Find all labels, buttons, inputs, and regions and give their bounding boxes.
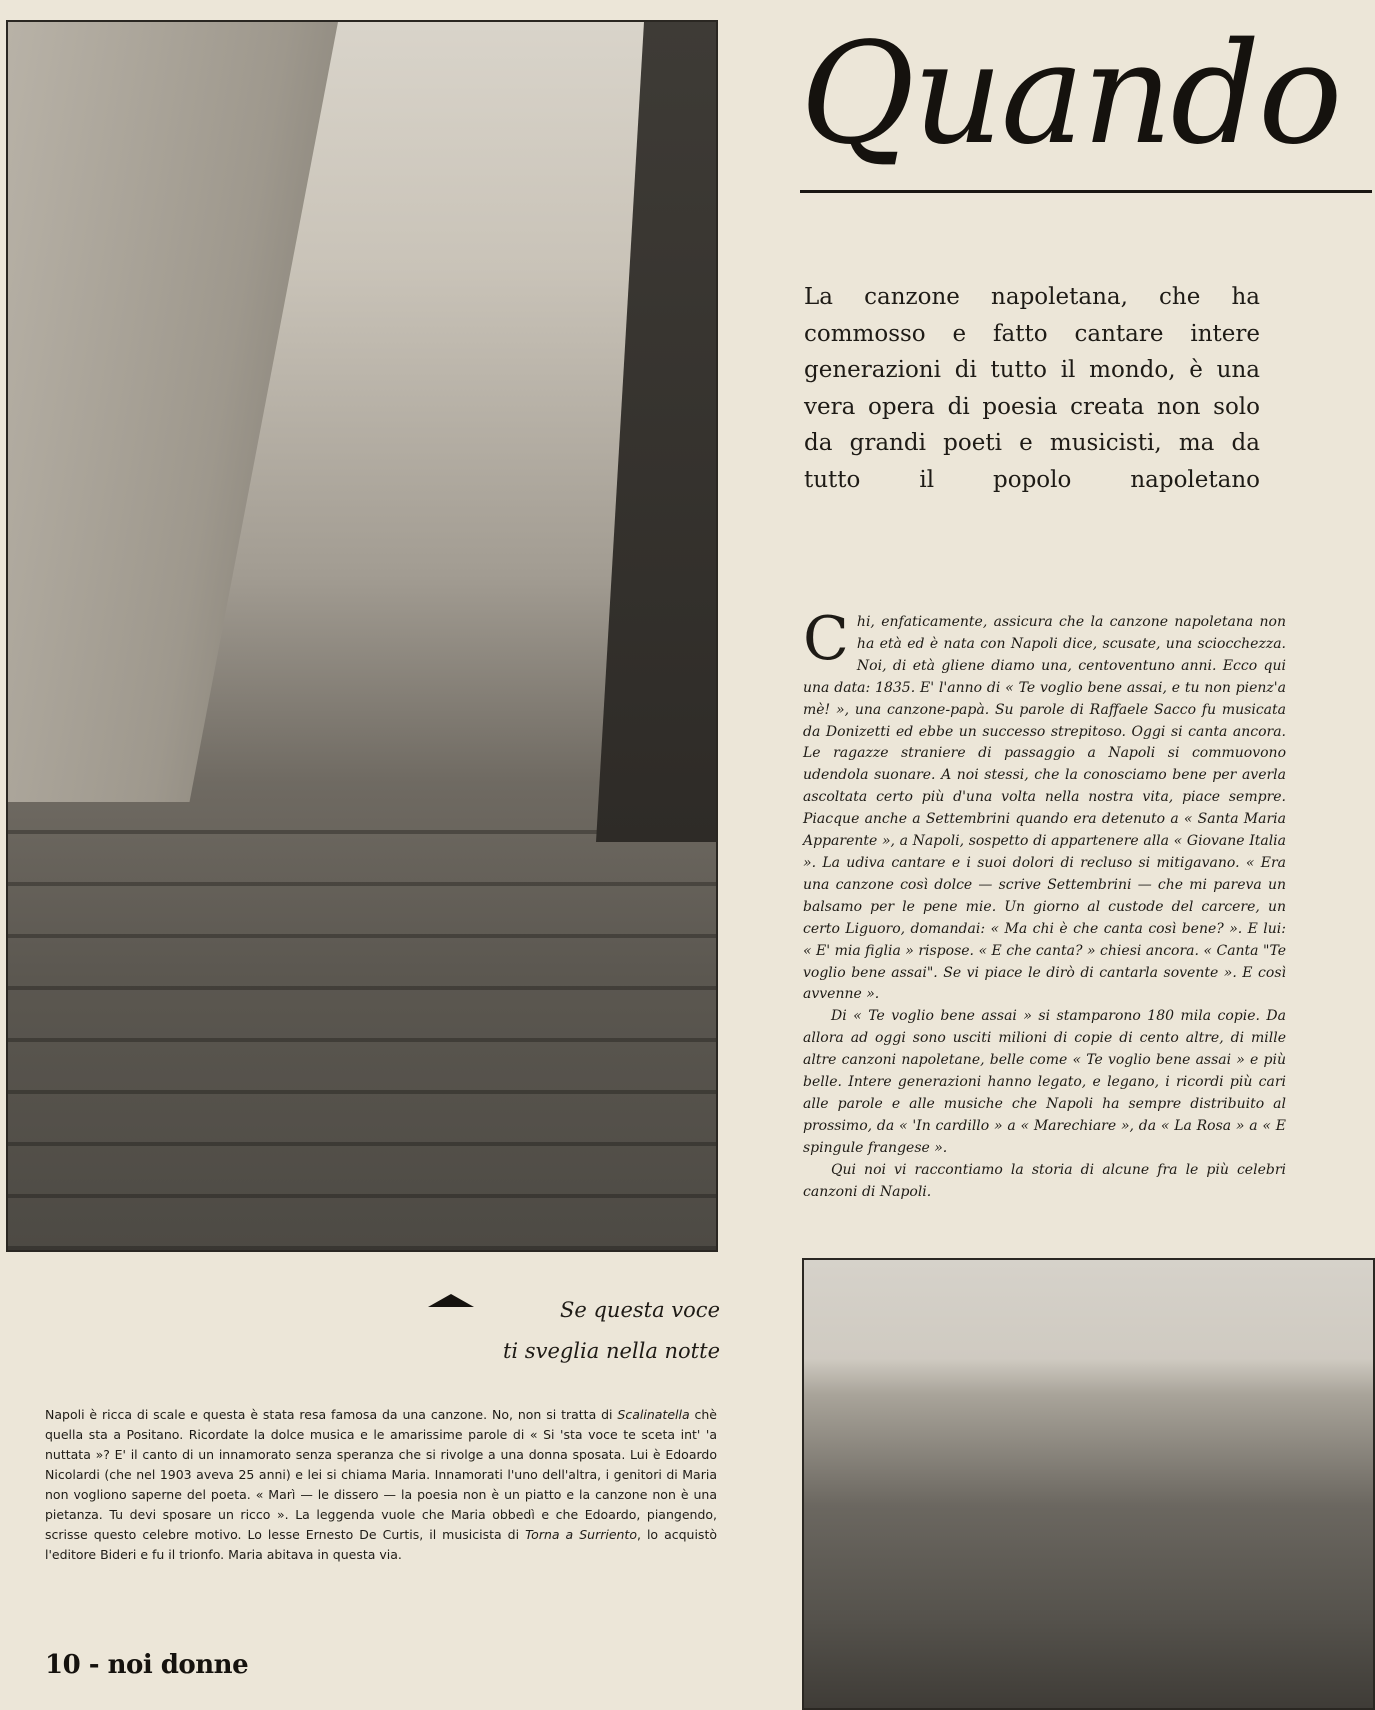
story-part-1: Napoli è ricca di scale e questa è stata resa famosa da una canzone. No, non si tratta di xyxy=(45,1407,618,1422)
stairway-photo xyxy=(6,20,718,1252)
story-part-2: chè quella sta a Positano. Ricordate la dolce musica e le amarissime parole di « Si 'sta voce te sceta int' 'a nuttata »? E' il canto di un innamorato senza speranza che si rivolge a una donna sposata. Lui è Edoardo Nicolardi (che nel 1903 aveva 25 anni) e lei si chiama Maria. Innamorati l'uno dell'altra, i genitori di Maria non vogliono saperne del poeta. « Marì — le dissero — la poesia non è un piatto e la canzone non è una pietanza. Tu devi sposare un ricco ». La leggenda vuole che Maria obbedì e che Edoardo, piangendo, scrisse questo celebre motivo. Lo lesse Ernesto De Curtis, il musicista di xyxy=(45,1407,717,1542)
photo-story xyxy=(45,1405,717,1565)
drop-cap: C xyxy=(803,604,849,674)
photo-building-left xyxy=(8,22,338,802)
deck-subtitle: La canzone napoletana, che ha commosso e fatto cantare intere generazioni di tutto il mondo, è una vera opera di poesia creata non solo da grandi poeti e musicisti, ma da tutto il popolo napoletano xyxy=(804,284,1260,493)
headline: Quando xyxy=(800,13,1341,176)
story-italic-2: Torna a Surriento xyxy=(525,1527,637,1542)
harbor-photo xyxy=(802,1258,1375,1710)
article-paragraph-1-text: hi, enfaticamente, assicura che la canzone napoletana non ha età ed è nata con Napoli dice, scusate, una sciocchezza. Noi, di età gliene diamo una, centoventuno anni. Ecco qui una data: 1835. E' l'anno di « Te voglio bene assai, e tu non pienz'a mè! », una canzone-papà. Su parole di Raffaele Sacco fu musicata da Donizetti ed ebbe un successo strepitoso. Oggi si canta ancora. Le ragazze straniere di passaggio a Napoli si commuovono udendola suonare. A noi stessi, che la conosciamo bene per averla ascoltata certo più d'una volta nella nostra vita, piace sempre. Piacque anche a Settembrini quando era detenuto a « Santa Maria Apparente », a Napoli, sospetto di appartenere alla « Giovane Italia ». La udiva cantare e i suoi dolori di recluso si mitigavano. « Era una canzone così dolce — scrive Settembrini — che mi pareva un balsamo per le pene mie. Un giorno al custode del carcere, un certo Liguoro, domandai: « Ma chi è che canta così bene? ». E lui: « E' mia figlia » rispose. « E che canta? » chiesi ancora. « Canta "Te voglio bene assai". Se vi piace le dirò di cantarla sovente ». E così avvenne ». xyxy=(803,614,1286,1003)
photo-caption xyxy=(430,1290,720,1372)
article-paragraph-2: Di « Te voglio bene assai » si stamparono 180 mila copie. Da allora ad oggi sono usciti milioni di copie di cento altre, di mille altre canzoni napoletane, belle come « Te voglio bene assai » e più belle. Intere generazioni hanno legato, e legano, i ricordi più cari alle parole e alle musiche che Napoli ha sempre distribuito al prossimo, da « 'In cardillo » a « Marechiare », da « La Rosa » a « E spingule frangese ». xyxy=(803,1008,1286,1156)
page-footer: 10 - noi donne xyxy=(45,1650,249,1680)
caption-line-1: Se questa voce xyxy=(560,1298,720,1322)
headline-rule xyxy=(800,190,1372,193)
story-part-3: , lo acquistò l'editore Bideri e fu il trionfo. Maria abitava in questa via. xyxy=(45,1527,717,1562)
article-paragraph-1 xyxy=(803,604,1286,1006)
article-paragraph-3: Qui noi vi raccontiamo la storia di alcune fra le più celebri canzoni di Napoli. xyxy=(803,1161,1286,1200)
story-italic-1: Scalinatella xyxy=(617,1407,690,1422)
photo-wall-right xyxy=(596,22,716,842)
article-body xyxy=(803,604,1286,1203)
caption-line-2: ti sveglia nella notte xyxy=(502,1339,720,1363)
